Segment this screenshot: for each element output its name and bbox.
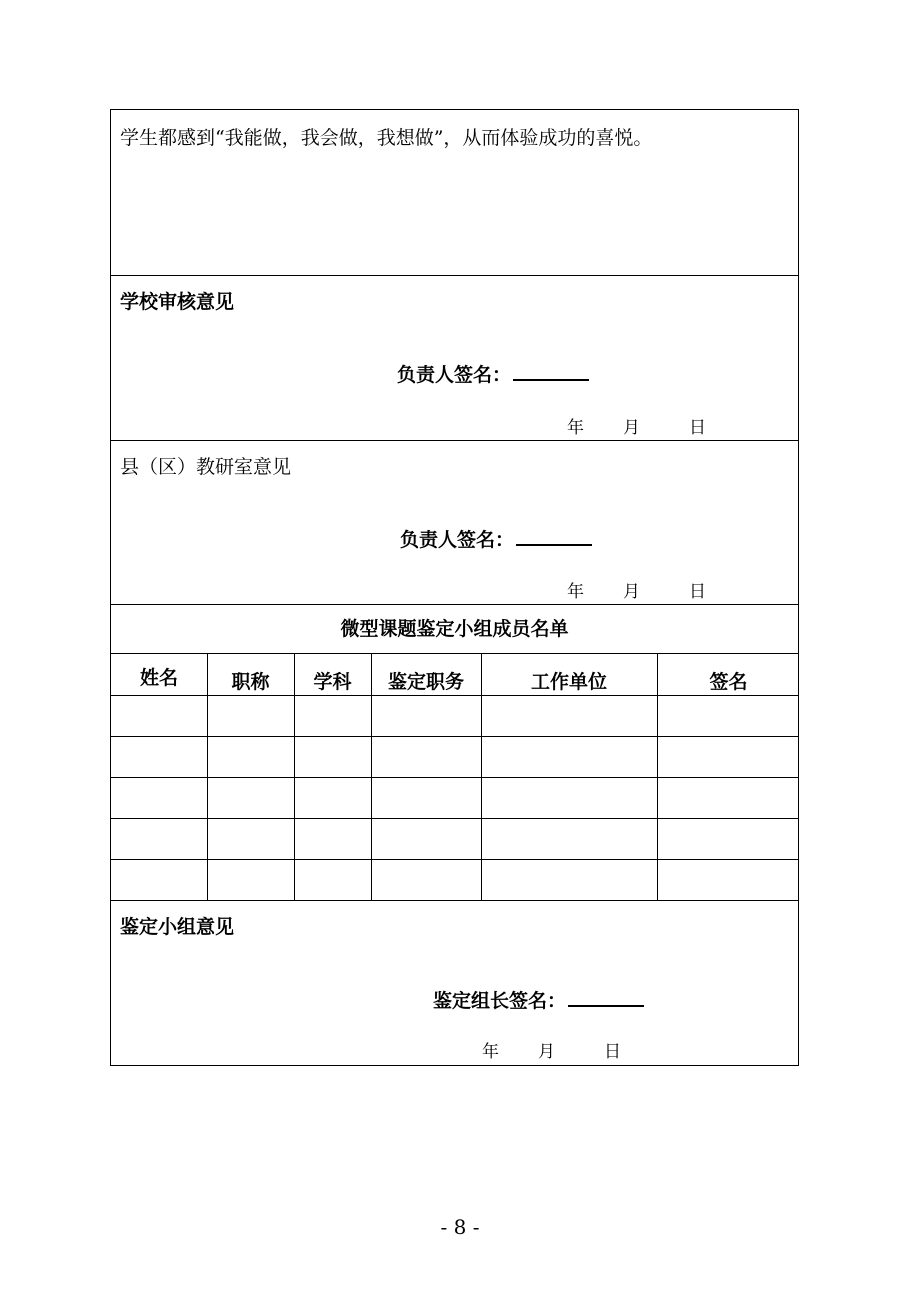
- header-subject: 学科: [313, 671, 352, 693]
- cell-subject[interactable]: [294, 859, 371, 899]
- table-row: [111, 736, 798, 776]
- cell-subject[interactable]: [294, 695, 371, 735]
- date-day: 日: [689, 418, 706, 438]
- cell-workplace[interactable]: [481, 695, 657, 735]
- header-title: 职称: [231, 671, 270, 693]
- continuation-text: 学生都感到“我能做，我会做，我想做”，从而体验成功的喜悦。: [120, 127, 653, 149]
- cell-subject[interactable]: [294, 736, 371, 776]
- school-review-section: [111, 276, 798, 441]
- members-table: [111, 654, 798, 901]
- cell-subject[interactable]: [294, 777, 371, 817]
- school-review-title: 学校审核意见: [120, 291, 235, 313]
- cell-signature[interactable]: [657, 777, 800, 817]
- school-review-signature: [397, 362, 589, 385]
- panel-opinion-title: 鉴定小组意见: [120, 916, 235, 938]
- continuation-section: [111, 110, 798, 276]
- table-row: [111, 859, 798, 899]
- header-name: 姓名: [139, 667, 178, 689]
- cell-name[interactable]: [111, 859, 207, 899]
- cell-signature[interactable]: [657, 818, 800, 858]
- county-review-section: [111, 441, 798, 605]
- appraisal-form: [110, 109, 799, 1066]
- cell-subject[interactable]: [294, 818, 371, 858]
- cell-role[interactable]: [371, 736, 481, 776]
- cell-workplace[interactable]: [481, 818, 657, 858]
- cell-title[interactable]: [207, 736, 294, 776]
- header-workplace: 工作单位: [530, 671, 607, 693]
- table-row: [111, 777, 798, 817]
- signature-line[interactable]: [513, 362, 589, 381]
- cell-role[interactable]: [371, 695, 481, 735]
- signature-line[interactable]: [568, 988, 644, 1007]
- signature-label: 负责人签名：: [397, 364, 512, 386]
- date-month: 月: [538, 1042, 555, 1062]
- date-year: 年: [482, 1042, 499, 1062]
- date-year: 年: [567, 582, 584, 602]
- cell-name[interactable]: [111, 736, 207, 776]
- date-year: 年: [567, 418, 584, 438]
- cell-signature[interactable]: [657, 736, 800, 776]
- cell-title[interactable]: [207, 818, 294, 858]
- cell-title[interactable]: [207, 777, 294, 817]
- date-day: 日: [604, 1042, 621, 1062]
- county-review-signature: [400, 527, 592, 550]
- date-month: 月: [623, 418, 640, 438]
- header-role: 鉴定职务: [387, 671, 464, 693]
- members-title-row: [111, 605, 798, 654]
- panel-leader-signature: [433, 988, 644, 1011]
- cell-role[interactable]: [371, 818, 481, 858]
- cell-signature[interactable]: [657, 695, 800, 735]
- page-number: - 8 -: [440, 1215, 480, 1239]
- cell-workplace[interactable]: [481, 736, 657, 776]
- cell-title[interactable]: [207, 695, 294, 735]
- table-row: [111, 818, 798, 858]
- date-month: 月: [623, 582, 640, 602]
- cell-title[interactable]: [207, 859, 294, 899]
- members-title: 微型课题鉴定小组成员名单: [340, 618, 569, 640]
- county-review-title: 县（区）教研室意见: [120, 456, 292, 478]
- cell-workplace[interactable]: [481, 777, 657, 817]
- cell-signature[interactable]: [657, 859, 800, 899]
- cell-role[interactable]: [371, 777, 481, 817]
- signature-line[interactable]: [516, 527, 592, 546]
- panel-opinion-section: [111, 901, 798, 1065]
- cell-workplace[interactable]: [481, 859, 657, 899]
- signature-label: 鉴定组长签名：: [433, 990, 567, 1012]
- header-signature: 签名: [709, 671, 748, 693]
- cell-name[interactable]: [111, 818, 207, 858]
- table-row: [111, 695, 798, 735]
- cell-name[interactable]: [111, 777, 207, 817]
- date-day: 日: [689, 582, 706, 602]
- signature-label: 负责人签名：: [400, 529, 515, 551]
- cell-role[interactable]: [371, 859, 481, 899]
- cell-name[interactable]: [111, 695, 207, 735]
